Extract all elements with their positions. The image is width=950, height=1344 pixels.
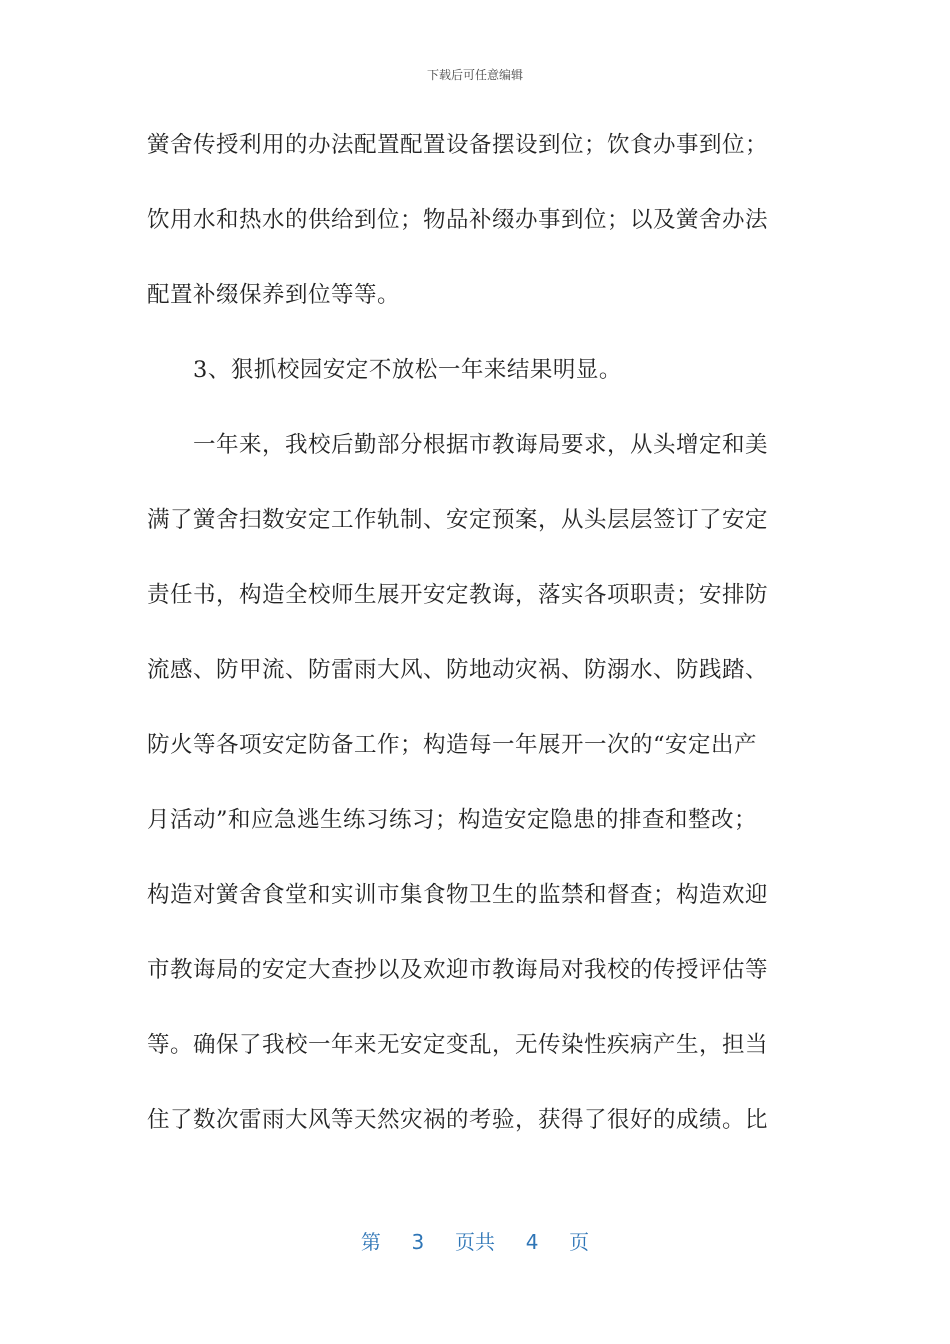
body-line: 流感、防甲流、防雷雨大风、防地动灾祸、防溺水、防践踏、 [147, 657, 769, 683]
page-label-mid: 页共 [455, 1230, 495, 1254]
page-label-prefix: 第 [360, 1230, 381, 1254]
body-line: 满了黉舍扫数安定工作轨制、安定预案，从头层层签订了安定 [147, 507, 769, 533]
body-line: 等。确保了我校一年来无安定变乱，无传染性疾病产生，担当 [147, 1032, 769, 1058]
body-line: 黉舍传授利用的办法配置配置设备摆设到位；饮食办事到位； [147, 132, 769, 158]
body-line: 配置补缀保养到位等等。 [147, 282, 401, 308]
header-note: 下载后可任意编辑 [426, 68, 523, 82]
body-line: 责任书，构造全校师生展开安定教诲，落实各项职责；安排防 [147, 582, 769, 608]
body-line: 构造对黉舍食堂和实训市集食物卫生的监禁和督查；构造欢迎 [147, 882, 769, 908]
total-pages-number: 4 [525, 1230, 539, 1254]
page-number-footer [0, 1226, 950, 1255]
body-line: 一年来，我校后勤部分根据市教诲局要求，从头增定和美 [193, 432, 769, 458]
body-line: 住了数次雷雨大风等天然灾祸的考验，获得了很好的成绩。比 [147, 1107, 769, 1133]
body-line: 防火等各项安定防备工作；构造每一年展开一次的“安定出产 [147, 732, 758, 758]
body-line: 饮用水和热水的供给到位；物品补缀办事到位；以及黉舍办法 [147, 207, 769, 233]
current-page-number: 3 [411, 1230, 425, 1254]
page-label-suffix: 页 [569, 1230, 590, 1254]
body-line: 市教诲局的安定大查抄以及欢迎市教诲局对我校的传授评估等 [147, 957, 769, 983]
body-line: 月活动”和应急逃生练习练习；构造安定隐患的排查和整改； [147, 807, 758, 833]
section-heading: 3、狠抓校园安定不放松一年来结果明显。 [193, 357, 622, 383]
